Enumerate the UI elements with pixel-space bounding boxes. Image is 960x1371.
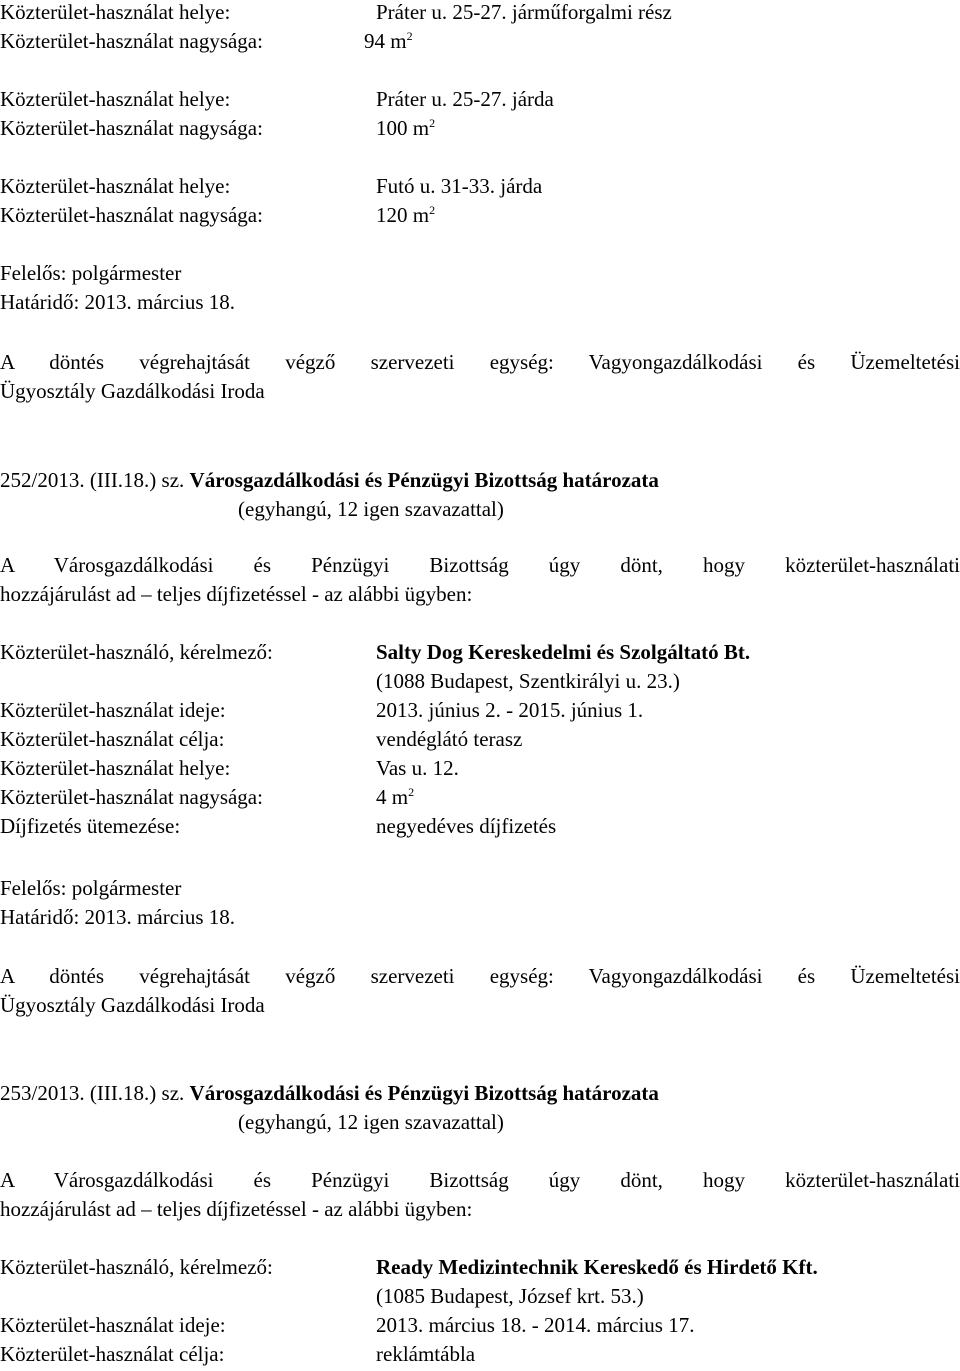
executing-unit-line2: Ügyosztály Gazdálkodási Iroda <box>0 993 265 1017</box>
closing-block-2 <box>0 874 960 932</box>
executing-unit-line2: Ügyosztály Gazdálkodási Iroda <box>0 379 265 403</box>
size-number: 100 m <box>376 116 430 140</box>
resolution-title: Városgazdálkodási és Pénzügyi Bizottság határozata <box>189 1081 659 1105</box>
period-row <box>0 1311 960 1340</box>
size-value <box>376 201 435 230</box>
unit-superscript: 2 <box>429 203 436 217</box>
size-label: Közterület-használat nagysága: <box>0 116 263 140</box>
purpose-value: vendéglátó terasz <box>376 727 523 751</box>
resolution-number: 252/2013. (III.18.) sz. <box>0 468 185 492</box>
size-row <box>0 201 960 230</box>
place-row <box>0 172 960 201</box>
place-value: Vas u. 12. <box>376 756 459 780</box>
responsible-line: Felelős: polgármester <box>0 876 182 900</box>
place-value: Práter u. 25-27. járműforgalmi rész <box>376 0 672 24</box>
resolution-253 <box>0 1079 960 1369</box>
intro-line1: A Városgazdálkodási és Pénzügyi Bizottság úgy dönt, hogy közterület-használati <box>0 1168 960 1192</box>
executing-unit-line1: A döntés végrehajtását végző szervezeti egység: Vagyongazdálkodási és Üzemeltetési <box>0 964 960 988</box>
unit-superscript: 2 <box>406 29 413 43</box>
place-row <box>0 0 960 27</box>
size-row <box>0 783 960 812</box>
address-value: (1085 Budapest, József krt. 53.) <box>376 1284 644 1308</box>
purpose-row <box>0 1340 960 1369</box>
user-row <box>0 638 960 667</box>
executing-unit-2 <box>0 962 960 1020</box>
intro-line2: hozzájárulást ad – teljes díjfizetéssel - az alábbi ügyben: <box>0 1197 473 1221</box>
address-row <box>0 1282 960 1311</box>
place-row <box>0 754 960 783</box>
size-value <box>376 783 414 812</box>
user-value: Salty Dog Kereskedelmi és Szolgáltató Bt. <box>376 640 751 664</box>
address-value: (1088 Budapest, Szentkirályi u. 23.) <box>376 669 680 693</box>
executing-unit-line1: A döntés végrehajtását végző szervezeti egység: Vagyongazdálkodási és Üzemeltetési <box>0 350 960 374</box>
size-value <box>376 114 435 143</box>
payment-row <box>0 812 960 841</box>
purpose-label: Közterület-használat célja: <box>0 1342 225 1366</box>
executing-unit-1 <box>0 348 960 406</box>
period-value: 2013. június 2. - 2015. június 1. <box>376 698 644 722</box>
place-value: Práter u. 25-27. járda <box>376 87 554 111</box>
period-row <box>0 696 960 725</box>
place-row <box>0 85 960 114</box>
resolution-heading <box>0 1079 960 1108</box>
period-label: Közterület-használat ideje: <box>0 1313 226 1337</box>
intro-line1: A Városgazdálkodási és Pénzügyi Bizottság úgy dönt, hogy közterület-használati <box>0 553 960 577</box>
size-label: Közterület-használat nagysága: <box>0 203 263 227</box>
vote-line: (egyhangú, 12 igen szavazattal) <box>238 1110 504 1134</box>
deadline-line: Határidő: 2013. március 18. <box>0 290 236 314</box>
deadline-line: Határidő: 2013. március 18. <box>0 905 236 929</box>
place-label: Közterület-használat helye: <box>0 174 231 198</box>
size-row <box>0 27 960 56</box>
payment-value: negyedéves díjfizetés <box>376 814 557 838</box>
size-row <box>0 114 960 143</box>
top-items <box>0 0 960 230</box>
place-label: Közterület-használat helye: <box>0 0 231 24</box>
period-label: Közterület-használat ideje: <box>0 698 226 722</box>
unit-superscript: 2 <box>408 785 415 799</box>
size-value <box>364 27 413 56</box>
size-label: Közterület-használat nagysága: <box>0 785 263 809</box>
resolution-title: Városgazdálkodási és Pénzügyi Bizottság határozata <box>189 468 659 492</box>
period-value: 2013. március 18. - 2014. március 17. <box>376 1313 695 1337</box>
unit-superscript: 2 <box>429 116 436 130</box>
resolution-heading <box>0 466 960 495</box>
user-label: Közterület-használó, kérelmező: <box>0 1255 273 1279</box>
purpose-label: Közterület-használat célja: <box>0 727 225 751</box>
user-label: Közterület-használó, kérelmező: <box>0 640 273 664</box>
user-value: Ready Medizintechnik Kereskedő és Hirdető Kft. <box>376 1255 818 1279</box>
size-number: 120 m <box>376 203 430 227</box>
size-label: Közterület-használat nagysága: <box>0 29 263 53</box>
place-label: Közterület-használat helye: <box>0 756 231 780</box>
vote-line: (egyhangú, 12 igen szavazattal) <box>238 497 504 521</box>
address-row <box>0 667 960 696</box>
resolution-252 <box>0 466 960 841</box>
purpose-row <box>0 725 960 754</box>
size-number: 94 m <box>364 29 407 53</box>
user-row <box>0 1253 960 1282</box>
place-label: Közterület-használat helye: <box>0 87 231 111</box>
intro-line2: hozzájárulást ad – teljes díjfizetéssel - az alábbi ügyben: <box>0 582 473 606</box>
purpose-value: reklámtábla <box>376 1342 476 1366</box>
place-value: Futó u. 31-33. járda <box>376 174 543 198</box>
responsible-line: Felelős: polgármester <box>0 261 182 285</box>
closing-block-1 <box>0 259 960 317</box>
size-number: 4 m <box>376 785 409 809</box>
payment-label: Díjfizetés ütemezése: <box>0 814 181 838</box>
resolution-number: 253/2013. (III.18.) sz. <box>0 1081 185 1105</box>
